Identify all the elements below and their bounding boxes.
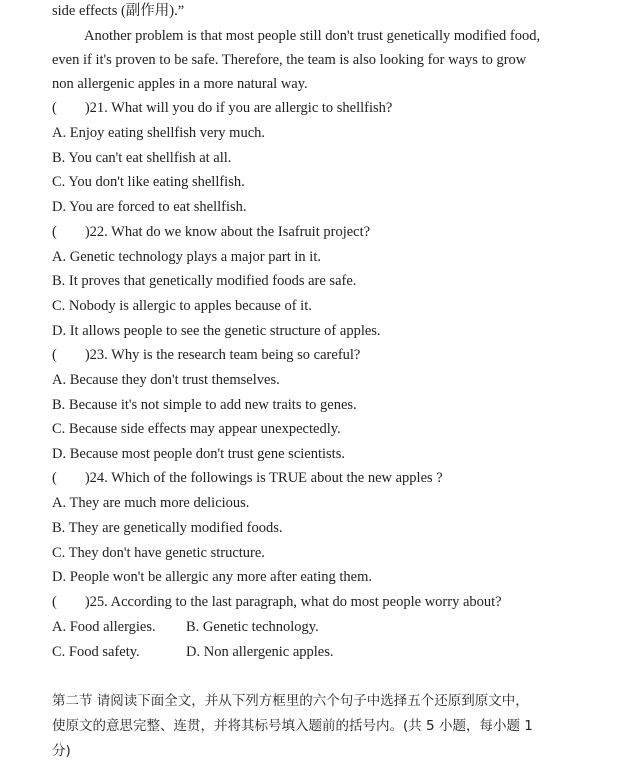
passage-line: side effects (副作用).” [52,3,185,19]
option-a: A. Food allergies. [52,619,156,635]
option-a: A. Because they don't trust themselves. [52,372,280,388]
option-c: C. They don't have genetic structure. [52,545,265,561]
question-text: )24. Which of the followings is TRUE about the new apples ? [84,470,443,486]
question-text: )21. What will you do if you are allergic to shellfish? [84,100,393,116]
option-c: C. Food safety. [52,644,140,660]
option-d: D. You are forced to eat shellfish. [52,199,247,215]
option-d: D. People won't be allergic any more after eating them. [52,569,373,585]
option-b: B. Because it's not simple to add new traits to genes. [52,397,357,413]
option-a: A. Enjoy eating shellfish very much. [52,125,266,141]
option-d: D. Because most people don't trust gene scientists. [52,446,345,462]
question-22-stem [52,223,370,241]
option-a: A. They are much more delicious. [52,495,250,511]
option-b: B. Genetic technology. [186,619,319,635]
answer-bracket-open: ( [52,594,57,610]
section-heading: 第二节 请阅读下面全文，并从下列方框里的六个句子中选择五个还原到原文中， [52,693,529,709]
option-a: A. Genetic technology plays a major part in it. [52,249,321,265]
answer-bracket-open: ( [52,470,57,486]
option-b: B. They are genetically modified foods. [52,520,283,536]
options-row-cd [52,643,552,661]
section-instructions: 使原文的意思完整、连贯，并将其标号填入题前的括号内。(共 5 小题，每小题 1 [52,718,533,734]
option-b: B. It proves that genetically modified foods are safe. [52,273,357,289]
section-instructions: 分) [52,743,71,759]
question-text: )25. According to the last paragraph, what do most people worry about? [84,594,502,610]
answer-bracket-open: ( [52,224,57,240]
question-25-stem [52,593,502,611]
option-d: D. It allows people to see the genetic structure of apples. [52,323,381,339]
passage-line: even if it's proven to be safe. Therefore, the team is also looking for ways to grow [52,52,527,68]
answer-bracket-open: ( [52,347,57,363]
question-21-stem [52,99,392,117]
question-23-stem [52,346,360,364]
question-text: )22. What do we know about the Isafruit project? [84,224,371,240]
question-24-stem [52,469,443,487]
answer-bracket-open: ( [52,100,57,116]
option-c: C. Nobody is allergic to apples because of it. [52,298,312,314]
option-c: C. Because side effects may appear unexpectedly. [52,421,341,437]
passage-line: non allergenic apples in a more natural way. [52,76,308,92]
options-row-ab [52,618,552,636]
option-c: C. You don't like eating shellfish. [52,174,245,190]
question-text: )23. Why is the research team being so careful? [84,347,361,363]
option-b: B. You can't eat shellfish at all. [52,150,232,166]
passage-paragraph-start: Another problem is that most people still don't trust genetically modified food, [84,28,541,44]
option-d: D. Non allergenic apples. [186,644,334,660]
